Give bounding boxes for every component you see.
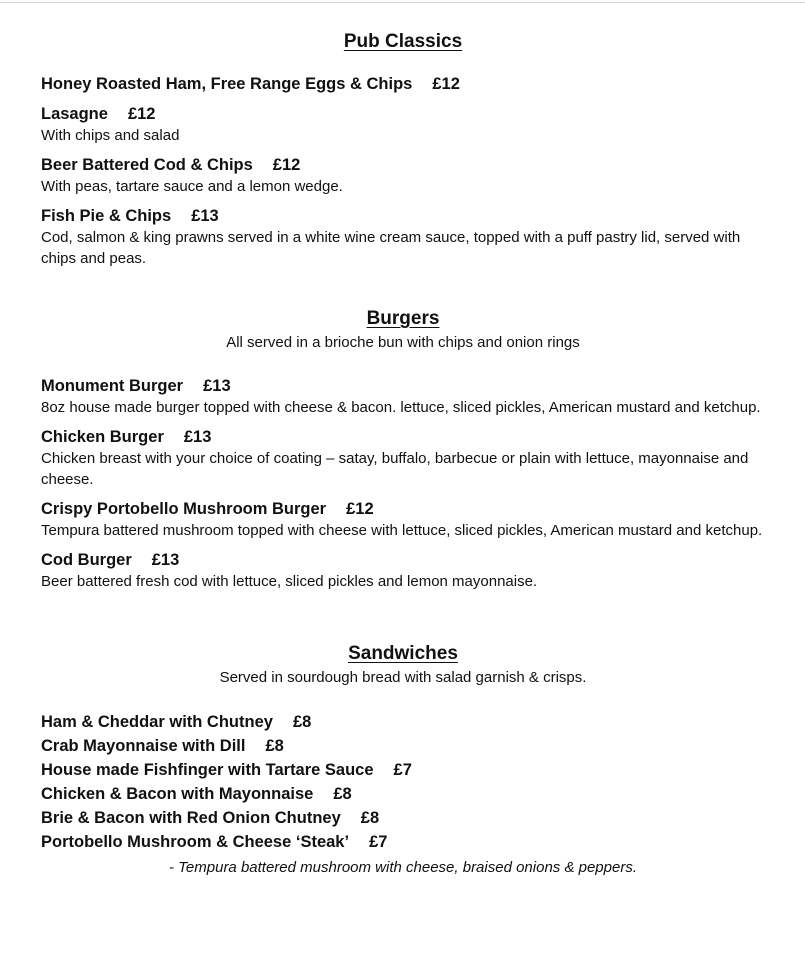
item-name: Fish Pie & Chips xyxy=(41,207,172,225)
item-name: Lasagne xyxy=(41,105,108,123)
item-name: Monument Burger xyxy=(41,377,184,395)
item-name: Cod Burger xyxy=(41,551,132,569)
item-price: £8 xyxy=(333,785,352,803)
item-price: £8 xyxy=(360,809,380,827)
menu-item xyxy=(41,154,765,197)
item-price: £12 xyxy=(127,105,156,123)
item-description: With chips and salad xyxy=(41,127,180,144)
item-price: £8 xyxy=(265,737,284,755)
item-price: £12 xyxy=(346,500,374,518)
item-description: Chicken breast with your choice of coating – satay, buffalo, barbecue or plain with lettuce, mayonnaise and cheese. xyxy=(41,450,749,488)
section-title-sandwiches: Sandwiches xyxy=(348,643,458,664)
section-pub-classics xyxy=(41,30,765,269)
section-sandwiches xyxy=(41,642,765,878)
item-name: Crab Mayonnaise with Dill xyxy=(41,737,246,755)
sandwich-note: - Tempura battered mushroom with cheese, braised onions & peppers. xyxy=(168,859,638,876)
item-description: Beer battered fresh cod with lettuce, sliced pickles and lemon mayonnaise. xyxy=(41,573,538,590)
sandwich-list xyxy=(41,710,765,854)
menu-item xyxy=(41,375,765,418)
list-item xyxy=(41,758,765,782)
item-price: £7 xyxy=(393,761,412,779)
item-name: Brie & Bacon with Red Onion Chutney xyxy=(41,809,341,827)
menu-item xyxy=(41,426,765,490)
section-subtitle-sandwiches: Served in sourdough bread with salad garnish & crisps. xyxy=(219,669,587,686)
item-name: Crispy Portobello Mushroom Burger xyxy=(41,500,327,518)
section-title-pub-classics: Pub Classics xyxy=(343,31,463,52)
item-name: Beer Battered Cod & Chips xyxy=(41,156,253,174)
item-price: £12 xyxy=(272,156,301,174)
item-name: Portobello Mushroom & Cheese ‘Steak’ xyxy=(41,833,350,851)
item-description: With peas, tartare sauce and a lemon wedge. xyxy=(41,178,343,195)
item-price: £12 xyxy=(432,75,460,93)
item-price: £13 xyxy=(183,428,212,446)
item-description: Tempura battered mushroom topped with cheese with lettuce, sliced pickles, American mustard and ketchup. xyxy=(41,522,763,539)
menu-item xyxy=(41,498,765,541)
item-price: £13 xyxy=(151,551,180,569)
item-price: £13 xyxy=(203,377,231,395)
list-item xyxy=(41,782,765,806)
item-price: £7 xyxy=(369,833,388,851)
section-burgers xyxy=(41,307,765,592)
menu-item xyxy=(41,205,765,269)
item-description: Cod, salmon & king prawns served in a white wine cream sauce, topped with a puff pastry lid, served with chips and peas. xyxy=(41,229,741,267)
item-price: £13 xyxy=(191,207,219,225)
item-name: House made Fishfinger with Tartare Sauce xyxy=(41,761,374,779)
item-name: Chicken Burger xyxy=(41,428,164,446)
item-price: £8 xyxy=(292,713,312,731)
item-name: Honey Roasted Ham, Free Range Eggs & Chips xyxy=(41,75,413,93)
item-name: Ham & Cheddar with Chutney xyxy=(41,713,273,731)
list-item xyxy=(41,734,765,758)
list-item xyxy=(41,830,765,854)
menu-item xyxy=(41,549,765,592)
menu-item xyxy=(41,73,765,95)
section-title-burgers: Burgers xyxy=(366,308,440,329)
menu-item xyxy=(41,103,765,146)
item-description: 8oz house made burger topped with cheese & bacon. lettuce, sliced pickles, American mustard and ketchup. xyxy=(41,399,761,416)
item-name: Chicken & Bacon with Mayonnaise xyxy=(41,785,314,803)
section-subtitle-burgers: All served in a brioche bun with chips and onion rings xyxy=(226,334,580,351)
list-item xyxy=(41,710,765,734)
menu-page xyxy=(41,0,765,878)
list-item xyxy=(41,806,765,830)
